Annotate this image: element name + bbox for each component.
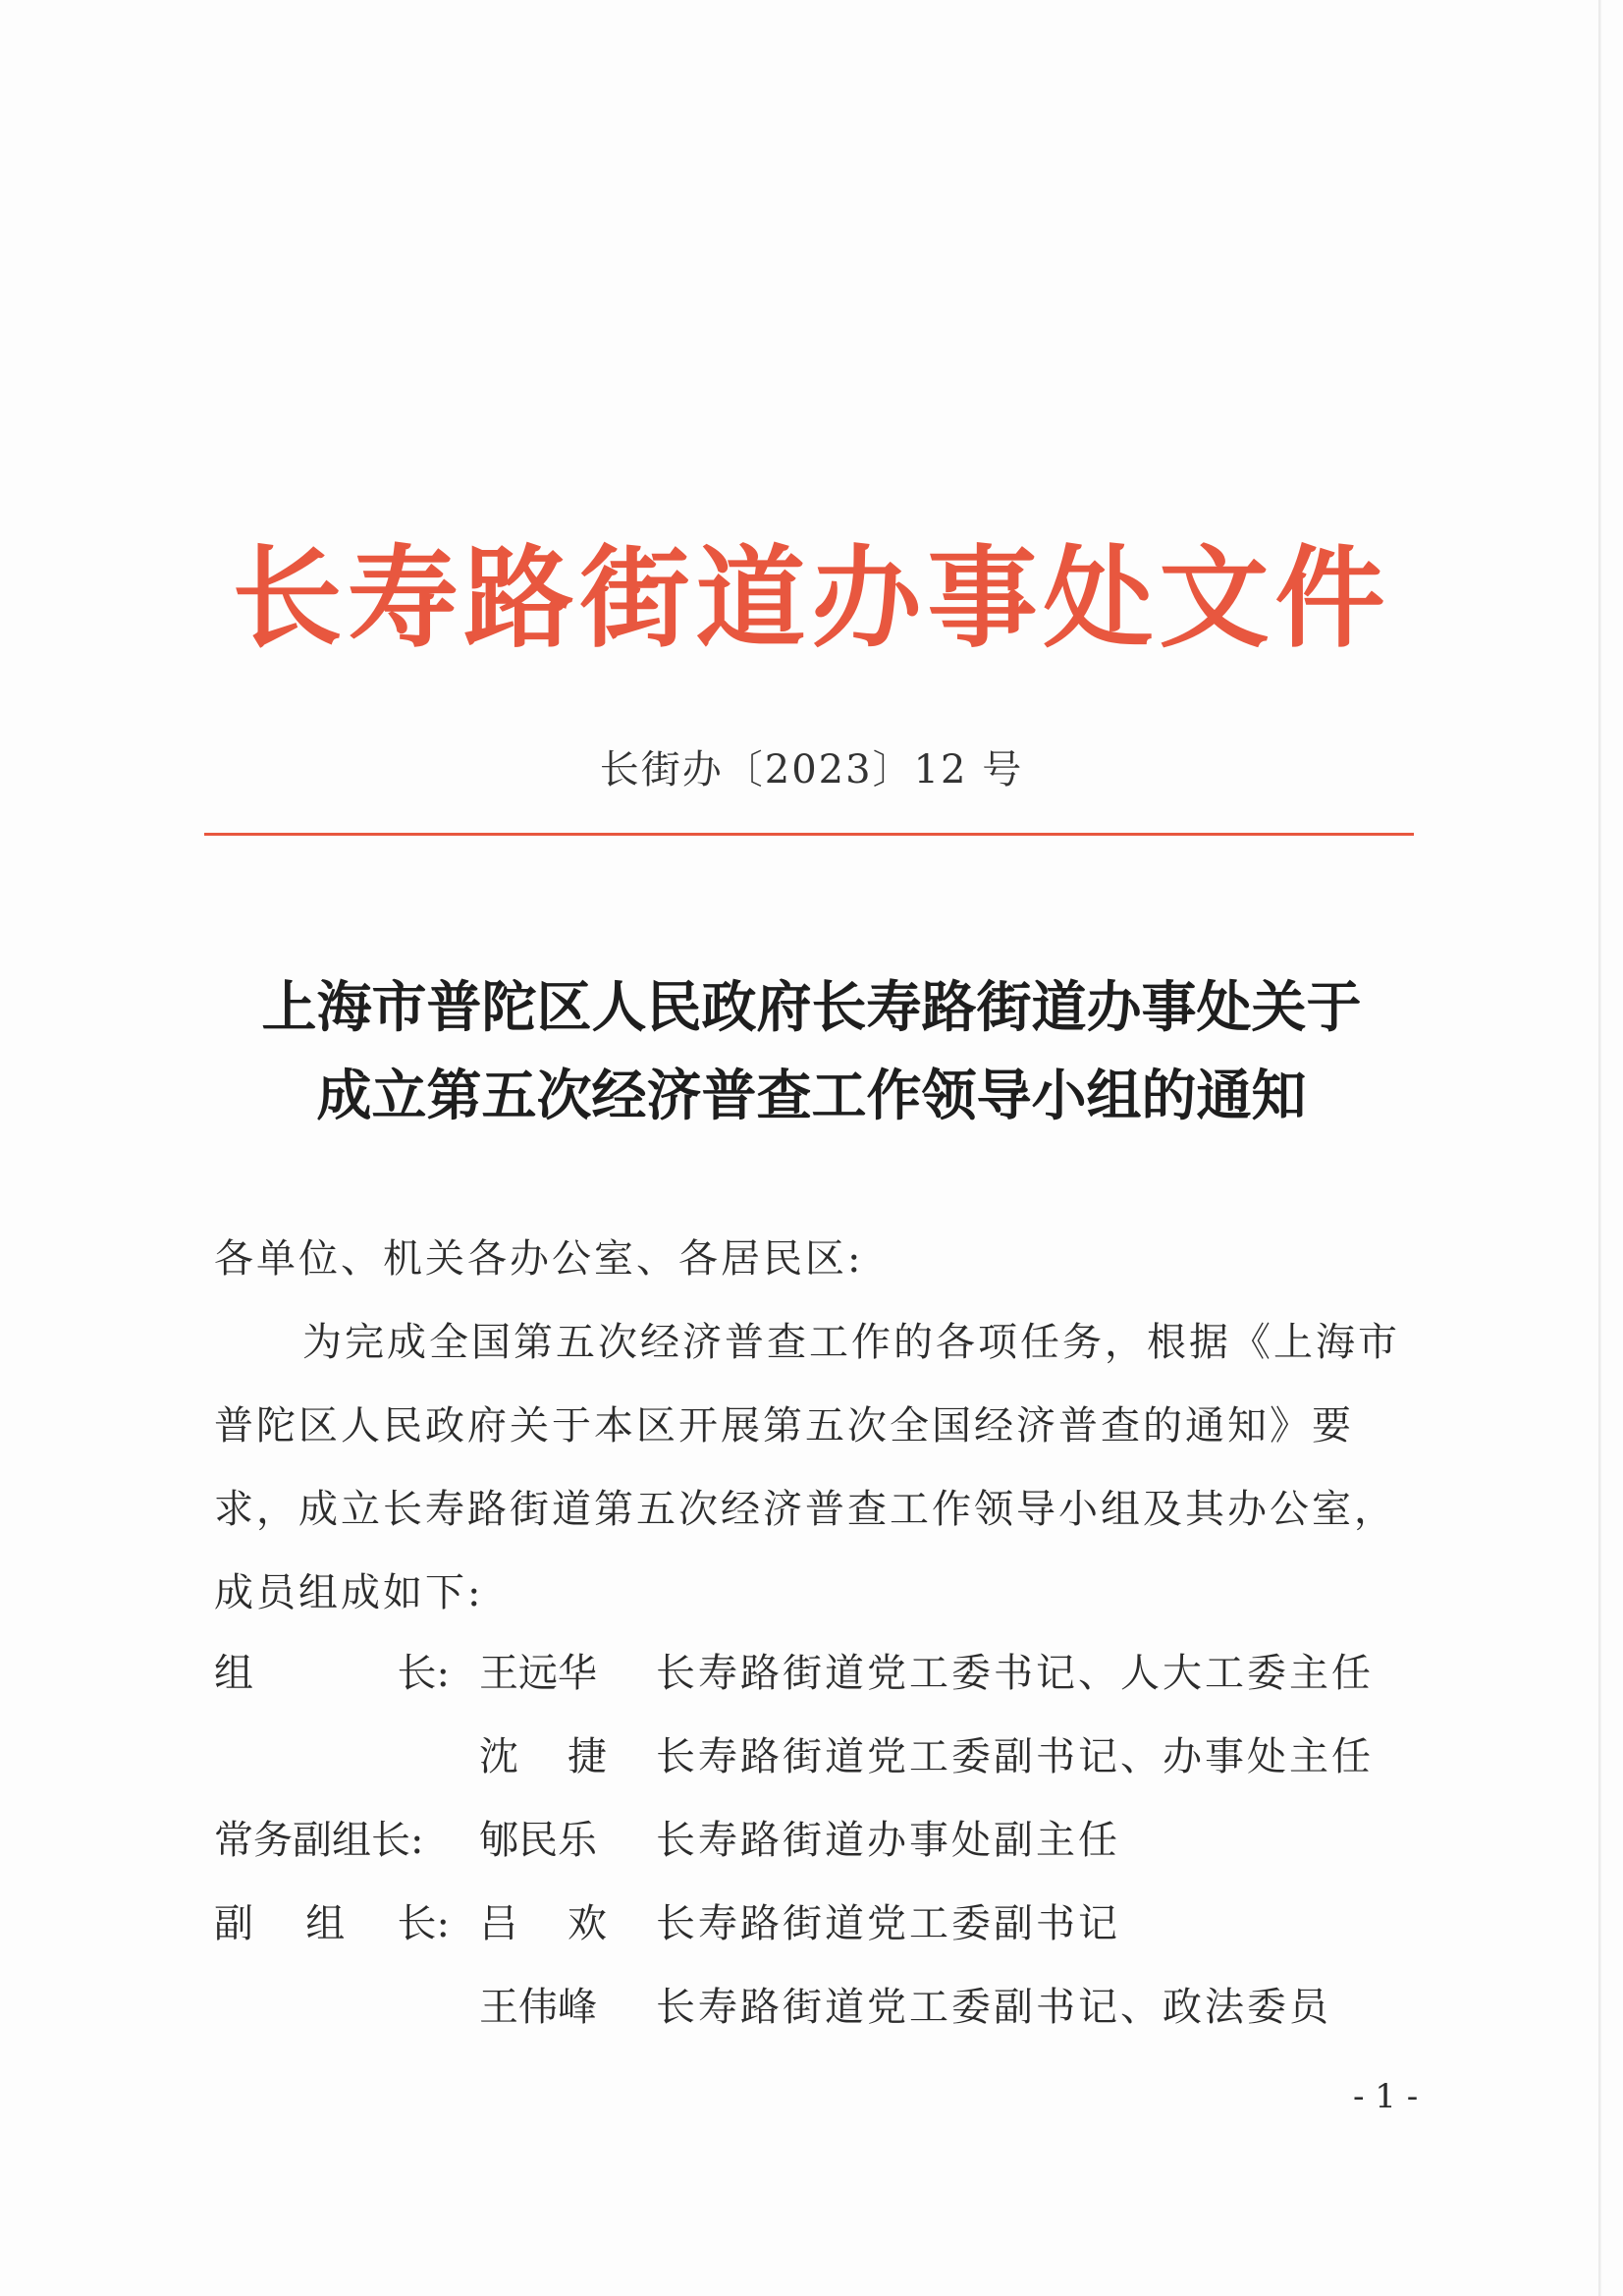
paragraph-line-1: 为完成全国第五次经济普查工作的各项任务，根据《上海市 (302, 1320, 1400, 1365)
member-name-part: 王伟峰 (479, 1985, 597, 2030)
member-role (214, 1892, 450, 1948)
member-role-part: 长: (397, 1901, 450, 1946)
member-post: 长寿路街道党工委副书记、办事处主任 (656, 1734, 1374, 1779)
member-role-part: 副 (214, 1901, 253, 1946)
notice-title-line-1: 上海市普陀区人民政府长寿路街道办事处关于 (261, 976, 1362, 1040)
member-role-part: 长: (397, 1651, 450, 1696)
notice-title-line-2: 成立第五次经济普查工作领导小组的通知 (316, 1065, 1307, 1128)
scan-edge (1598, 0, 1601, 2296)
member-post: 长寿路街道党工委书记、人大工委主任 (656, 1651, 1374, 1696)
paragraph-line-2: 普陀区人民政府关于本区开展第五次全国经济普查的通知》要 (214, 1403, 1354, 1449)
member-name (479, 1642, 607, 1698)
member-name-part: 王远华 (479, 1651, 597, 1696)
page-number: - 1 - (1353, 2077, 1419, 2116)
member-post: 长寿路街道党工委副书记、政法委员 (656, 1985, 1331, 2030)
member-name-part: 欢 (568, 1901, 607, 1946)
member-role-part: 组 (305, 1901, 346, 1946)
paragraph-line-4: 成员组成如下: (214, 1570, 484, 1615)
member-name-part: 沈 (479, 1734, 518, 1779)
member-name-part: 郇民乐 (479, 1818, 597, 1863)
member-name (479, 1725, 607, 1781)
member-name (479, 1976, 607, 2032)
document-number: 长街办〔2023〕12 号 (599, 747, 1024, 793)
member-role-part: 组 (214, 1651, 253, 1696)
member-post: 长寿路街道党工委副书记 (656, 1901, 1120, 1946)
member-name-part: 捷 (568, 1734, 607, 1779)
member-name (479, 1809, 607, 1865)
salutation: 各单位、机关各办公室、各居民区: (214, 1236, 864, 1282)
red-divider-line (204, 833, 1414, 836)
paragraph-line-3: 求，成立长寿路街道第五次经济普查工作领导小组及其办公室， (214, 1487, 1396, 1532)
masthead-title: 长寿路街道办事处文件 (232, 535, 1391, 663)
member-role-part: 常务副组长: (214, 1818, 424, 1863)
member-name-part: 吕 (479, 1901, 518, 1946)
member-role (214, 1809, 450, 1865)
member-name (479, 1892, 607, 1948)
member-post: 长寿路街道办事处副主任 (656, 1818, 1120, 1863)
member-role (214, 1642, 450, 1698)
